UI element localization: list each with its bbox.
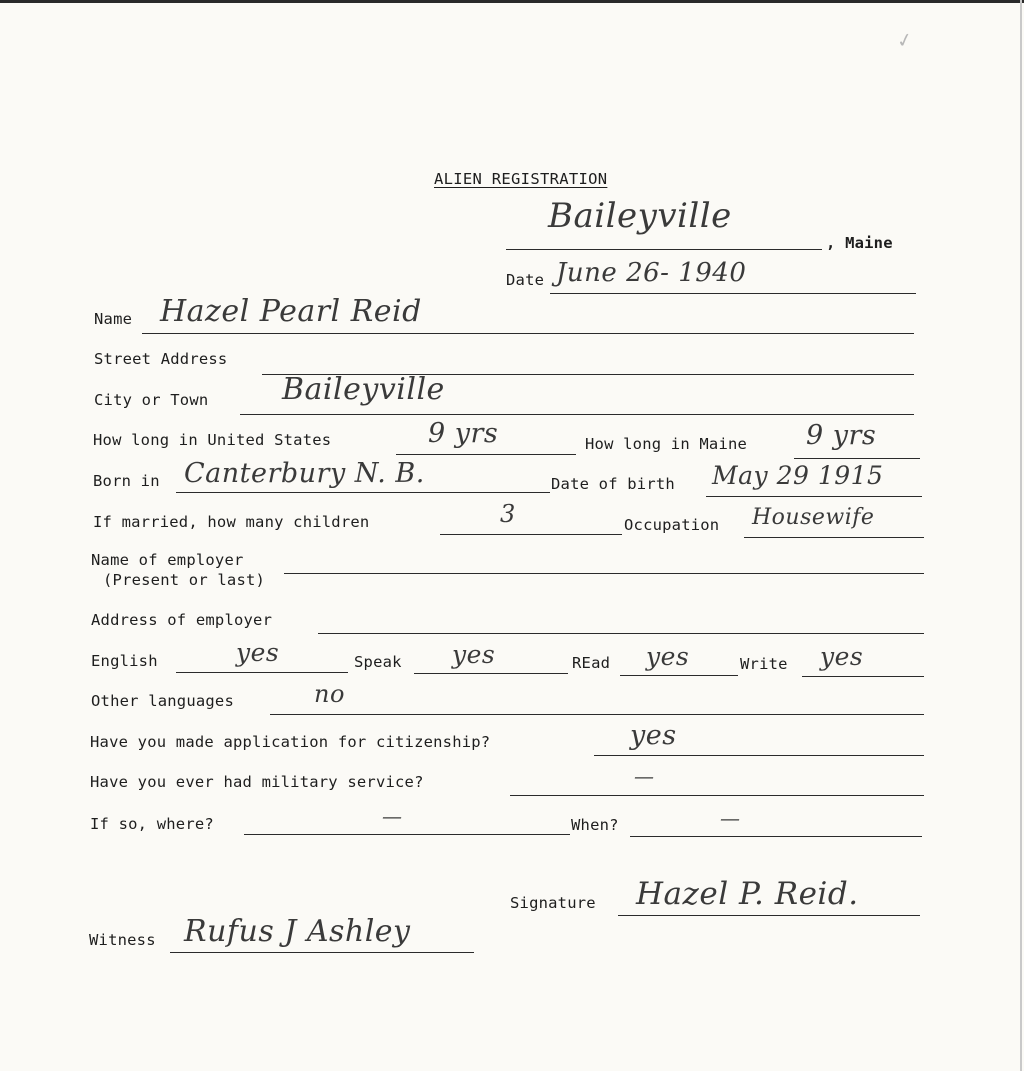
occupation-line	[744, 537, 924, 538]
maine-years-line	[794, 458, 920, 459]
speak-label: Speak	[354, 653, 402, 671]
when-value: —	[720, 806, 741, 830]
read-line	[620, 675, 738, 676]
scan-edge-top	[0, 0, 1024, 3]
employer-address-label: Address of employer	[91, 611, 273, 629]
read-label: REad	[572, 654, 611, 672]
dob-value: May 29 1915	[712, 461, 884, 490]
other-languages-value: no	[314, 680, 345, 708]
born-in-value: Canterbury N. B.	[184, 458, 425, 489]
when-line	[630, 836, 922, 837]
military-label: Have you ever had military service?	[90, 773, 424, 791]
speak-value: yes	[452, 640, 496, 669]
occupation-value: Housewife	[752, 505, 875, 530]
when-label: When?	[571, 816, 619, 834]
dob-label: Date of birth	[551, 475, 675, 493]
write-value: yes	[820, 642, 864, 671]
write-label: Write	[740, 655, 788, 673]
citizenship-line	[594, 755, 924, 756]
children-line	[440, 534, 622, 535]
city-line	[240, 414, 914, 415]
state-label: , Maine	[826, 234, 893, 252]
read-value: yes	[646, 642, 690, 671]
check-mark-icon: ✓	[895, 26, 914, 55]
city-label: City or Town	[94, 391, 209, 409]
signature-line	[618, 915, 920, 916]
witness-value: Rufus J Ashley	[184, 914, 411, 949]
speak-line	[414, 673, 568, 674]
scan-edge-right	[1020, 0, 1022, 1071]
military-line	[510, 795, 924, 796]
other-languages-line	[270, 714, 924, 715]
other-languages-label: Other languages	[91, 692, 234, 710]
date-value: June 26- 1940	[556, 258, 747, 288]
english-line	[176, 672, 348, 673]
where-value: —	[382, 804, 403, 828]
name-line	[142, 333, 914, 334]
english-label: English	[91, 652, 158, 670]
signature-value: Hazel P. Reid.	[636, 876, 859, 912]
citizenship-value: yes	[630, 720, 677, 751]
name-label: Name	[94, 310, 133, 328]
employer-address-line	[318, 633, 924, 634]
us-years-line	[396, 454, 576, 455]
date-line	[550, 293, 916, 294]
where-line	[244, 834, 570, 835]
city-value: Baileyville	[282, 372, 445, 407]
born-in-line	[176, 492, 550, 493]
witness-label: Witness	[89, 931, 156, 949]
town-handwritten: Baileyville	[548, 196, 732, 236]
write-line	[802, 676, 924, 677]
military-value: —	[634, 764, 655, 788]
employer-label: Name of employer	[91, 551, 244, 569]
signature-label: Signature	[510, 894, 596, 912]
english-value: yes	[236, 638, 280, 667]
dob-line	[706, 496, 922, 497]
where-label: If so, where?	[90, 815, 214, 833]
form-title: ALIEN REGISTRATION	[434, 170, 608, 188]
town-line	[506, 249, 822, 250]
witness-line	[170, 952, 474, 953]
name-value: Hazel Pearl Reid	[160, 294, 422, 329]
us-years-value: 9 yrs	[428, 418, 499, 449]
children-label: If married, how many children	[93, 513, 370, 531]
employer-line	[284, 573, 924, 574]
date-label: Date	[506, 271, 545, 289]
maine-years-label: How long in Maine	[585, 435, 748, 453]
occupation-label: Occupation	[624, 516, 720, 534]
maine-years-value: 9 yrs	[806, 420, 877, 451]
children-value: 3	[500, 500, 516, 528]
street-label: Street Address	[94, 350, 228, 368]
born-in-label: Born in	[93, 472, 160, 490]
citizenship-label: Have you made application for citizenship?	[90, 733, 491, 751]
us-years-label: How long in United States	[93, 431, 332, 449]
employer-sublabel: (Present or last)	[103, 571, 266, 589]
